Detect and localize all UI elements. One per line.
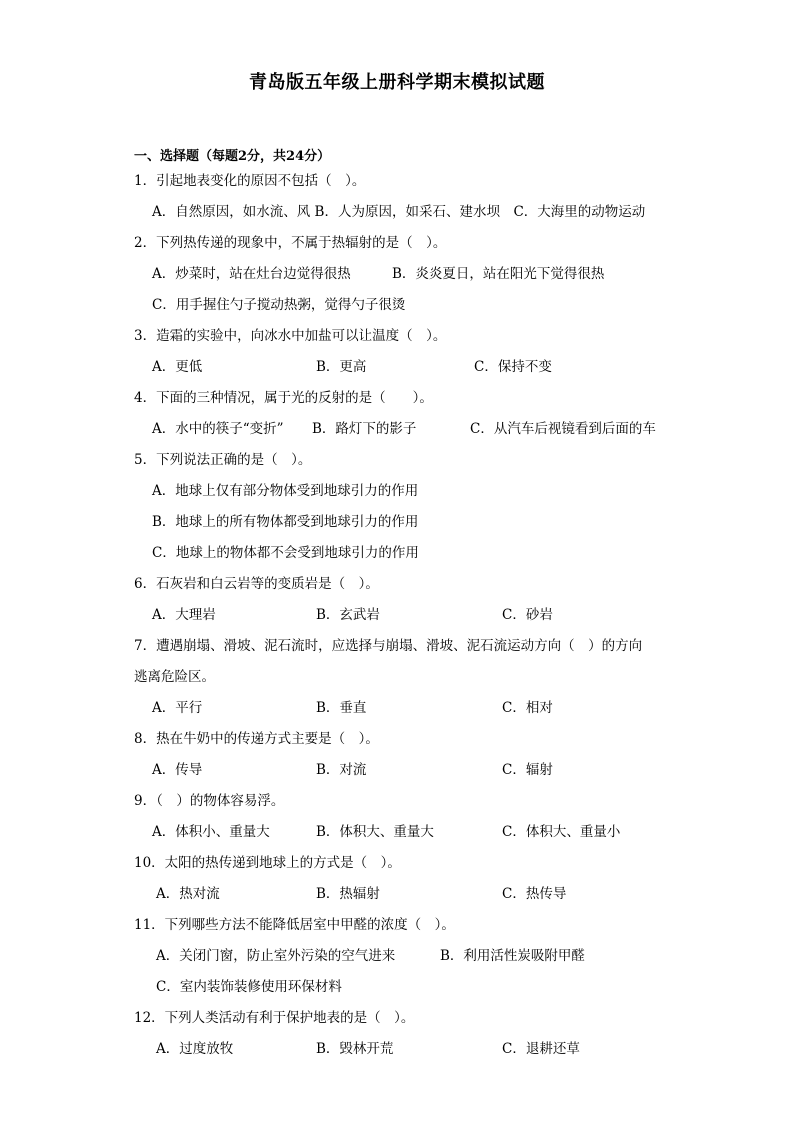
question-2-option-c: C．用手握住勺子搅动热粥，觉得勺子很烫 xyxy=(152,297,406,313)
question-7-option-b: B．垂直 xyxy=(316,700,367,716)
question-10-option-b: B．热辐射 xyxy=(316,886,380,902)
question-6-option-a: A．大理岩 xyxy=(152,607,216,623)
question-4-option-b: B．路灯下的影子 xyxy=(312,421,417,437)
question-6-stem: 6．石灰岩和白云岩等的变质岩是（ ）。 xyxy=(134,576,379,592)
question-1-stem: 1．引起地表变化的原因不包括（ ）。 xyxy=(134,173,366,189)
question-5-stem: 5．下列说法正确的是（ ）。 xyxy=(134,452,312,468)
question-11-option-b: B．利用活性炭吸附甲醛 xyxy=(440,948,585,964)
question-9-option-c: C．体积大、重量小 xyxy=(502,824,621,840)
question-list xyxy=(134,166,694,1065)
question-3-options xyxy=(134,352,694,383)
question-12-options xyxy=(134,1034,694,1065)
question-11-option-c: C．室内装饰装修使用环保材料 xyxy=(156,979,342,995)
question-7-option-c: C．相对 xyxy=(502,700,553,716)
question-5-option-a: A．地球上仅有部分物体受到地球引力的作用 xyxy=(152,483,419,499)
question-8-option-b: B．对流 xyxy=(316,762,367,778)
question-5-option-c: C．地球上的物体都不会受到地球引力的作用 xyxy=(152,545,419,561)
question-11-options xyxy=(134,941,694,972)
question-5-option-b: B．地球上的所有物体都受到地球引力的作用 xyxy=(152,514,419,530)
question-2-options-row2 xyxy=(134,290,694,321)
question-12-option-b: B．毁林开荒 xyxy=(316,1041,394,1057)
question-7-stem: 7．遭遇崩塌、滑坡、泥石流时，应选择与崩塌、滑坡、泥石流运动方向（ ）的方向 xyxy=(134,638,643,654)
question-2-stem: 2．下列热传递的现象中，不属于热辐射的是（ ）。 xyxy=(134,235,447,251)
question-6-option-b: B．玄武岩 xyxy=(316,607,380,623)
question-6-options xyxy=(134,600,694,631)
question-11-options-row2 xyxy=(134,972,694,1003)
question-2-option-b: B．炎炎夏日，站在阳光下觉得很热 xyxy=(392,266,605,282)
question-10-stem: 10．太阳的热传递到地球上的方式是（ ）。 xyxy=(134,855,401,871)
question-4-options xyxy=(134,414,694,445)
question-8-option-a: A．传导 xyxy=(152,762,203,778)
question-3-option-c: C．保持不变 xyxy=(474,359,552,375)
question-11-stem: 11．下列哪些方法不能降低居室中甲醛的浓度（ ）。 xyxy=(134,917,455,933)
page-title: 青岛版五年级上册科学期末模拟试题 xyxy=(249,72,545,93)
question-10-option-a: A．热对流 xyxy=(156,886,220,902)
question-3-option-a: A．更低 xyxy=(152,359,203,375)
question-4-option-c: C．从汽车后视镜看到后面的车 xyxy=(470,421,656,437)
question-2-options xyxy=(134,259,694,290)
question-7-options xyxy=(134,693,694,724)
question-4-stem: 4．下面的三种情况，属于光的反射的是（ ）。 xyxy=(134,390,433,406)
question-7-stem-continued: 逃离危险区。 xyxy=(134,669,215,685)
question-12-stem: 12．下列人类活动有利于保护地表的是（ ）。 xyxy=(134,1010,415,1026)
question-8-option-c: C．辐射 xyxy=(502,762,553,778)
question-9-options xyxy=(134,817,694,848)
question-4-option-a: A．水中的筷子“变折” xyxy=(152,421,284,437)
question-9-stem: 9．（ ）的物体容易浮。 xyxy=(134,793,285,809)
question-12-option-a: A．过度放牧 xyxy=(156,1041,234,1057)
question-3-stem: 3．造霜的实验中，向冰水中加盐可以让温度（ ）。 xyxy=(134,328,447,344)
question-9-option-a: A．体积小、重量大 xyxy=(152,824,270,840)
question-11-option-a: A．关闭门窗，防止室外污染的空气进来 xyxy=(156,948,396,964)
question-8-options xyxy=(134,755,694,786)
question-9-option-b: B．体积大、重量大 xyxy=(316,824,434,840)
question-1-options: A．自然原因，如水流、风 B．人为原因，如采石、建水坝 C．大海里的动物运动 xyxy=(152,204,646,220)
question-7-option-a: A．平行 xyxy=(152,700,203,716)
question-2-option-a: A．炒菜时，站在灶台边觉得很热 xyxy=(152,266,351,282)
question-8-stem: 8．热在牛奶中的传递方式主要是（ ）。 xyxy=(134,731,379,747)
question-10-option-c: C．热传导 xyxy=(502,886,567,902)
question-12-option-c: C．退耕还草 xyxy=(502,1041,580,1057)
question-10-options xyxy=(134,879,694,910)
question-6-option-c: C．砂岩 xyxy=(502,607,553,623)
section-heading: 一、选择题（每题2分，共24分） xyxy=(134,149,331,164)
question-3-option-b: B．更高 xyxy=(316,359,367,375)
